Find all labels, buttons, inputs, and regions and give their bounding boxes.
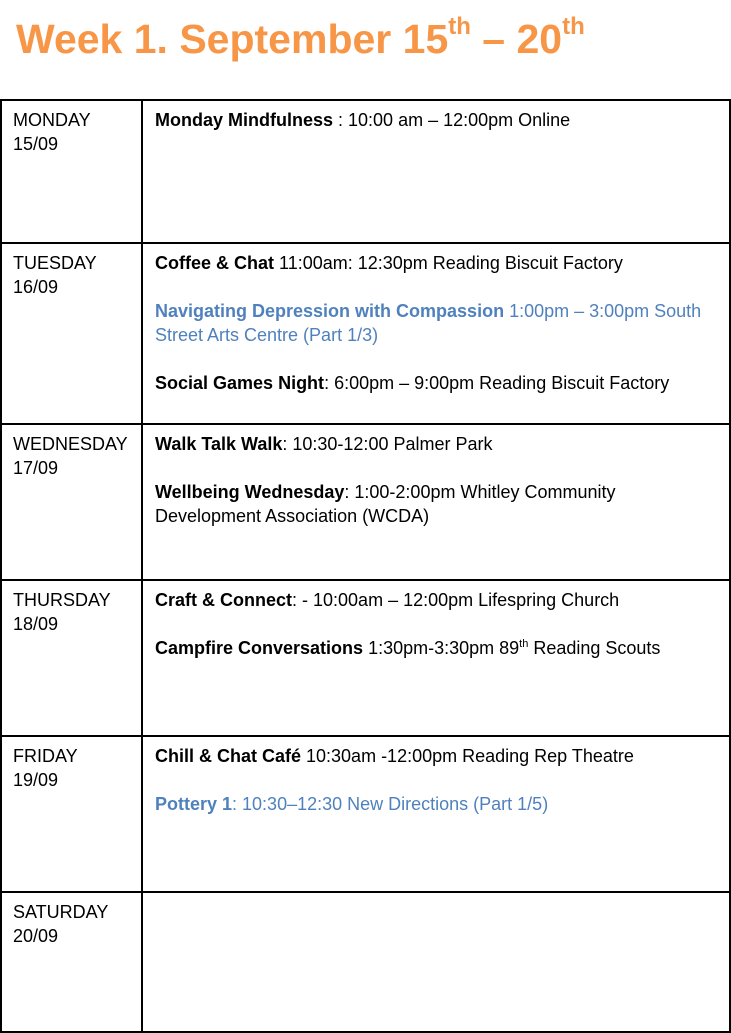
title-range-end: – 20 xyxy=(470,16,563,62)
event-name: Coffee & Chat xyxy=(155,253,275,273)
day-name: TUESDAY xyxy=(13,253,97,273)
day-row-thursday xyxy=(1,580,730,736)
event-name: Craft & Connect xyxy=(155,590,293,610)
day-date: 20/09 xyxy=(13,926,59,946)
day-date: 17/09 xyxy=(13,458,59,478)
events-cell xyxy=(142,100,730,243)
event-item xyxy=(155,792,717,816)
day-cell xyxy=(1,736,142,892)
event-item xyxy=(155,744,717,768)
event-details: : 6:00pm – 9:00pm Reading Biscuit Factory xyxy=(324,373,670,393)
day-row-friday xyxy=(1,736,730,892)
event-details: 11:00am: 12:30pm Reading Biscuit Factory xyxy=(274,253,623,273)
day-name: FRIDAY xyxy=(13,746,78,766)
events-cell xyxy=(142,892,730,1032)
event-details: : 10:30–12:30 New Directions (Part 1/5) xyxy=(232,794,549,814)
day-row-tuesday xyxy=(1,243,730,424)
event-item xyxy=(155,636,717,660)
day-cell xyxy=(1,424,142,580)
title-ordinal-suffix: th xyxy=(562,13,585,40)
day-name: MONDAY xyxy=(13,110,91,130)
event-item xyxy=(155,588,717,612)
event-item xyxy=(155,371,717,395)
day-cell xyxy=(1,100,142,243)
event-name: Campfire Conversations xyxy=(155,638,364,658)
day-name: SATURDAY xyxy=(13,902,109,922)
day-row-wednesday xyxy=(1,424,730,580)
event-item xyxy=(155,108,717,132)
day-name: WEDNESDAY xyxy=(13,434,128,454)
event-name: Wellbeing Wednesday xyxy=(155,482,345,502)
day-date: 19/09 xyxy=(13,770,59,790)
day-cell xyxy=(1,892,142,1032)
day-row-monday xyxy=(1,100,730,243)
day-date: 16/09 xyxy=(13,277,59,297)
event-item xyxy=(155,251,717,275)
day-date: 18/09 xyxy=(13,614,59,634)
day-name: THURSDAY xyxy=(13,590,111,610)
event-details: : 10:30-12:00 Palmer Park xyxy=(282,434,493,454)
event-details-ordinal: th xyxy=(519,638,529,650)
schedule-table xyxy=(0,99,731,1033)
event-item xyxy=(155,480,717,528)
event-details: 1:30pm-3:30pm 89 xyxy=(363,638,520,658)
event-details: : - 10:00am – 12:00pm Lifespring Church xyxy=(292,590,620,610)
day-date: 15/09 xyxy=(13,134,59,154)
event-name: Pottery 1 xyxy=(155,794,233,814)
event-details-rest: Reading Scouts xyxy=(528,638,661,658)
event-name: Chill & Chat Café xyxy=(155,746,302,766)
event-name: Social Games Night xyxy=(155,373,325,393)
event-name: Walk Talk Walk xyxy=(155,434,283,454)
title-ordinal-suffix: th xyxy=(448,13,471,40)
title-text: Week 1. September 15 xyxy=(16,16,449,62)
event-name: Navigating Depression with Compassion xyxy=(155,301,505,321)
event-details: : 1:00-2:00pm Whitley Community Development Association (WCDA) xyxy=(155,482,616,526)
event-details: : 10:00 am – 12:00pm Online xyxy=(333,110,571,130)
events-cell xyxy=(142,580,730,736)
page-title xyxy=(16,10,585,68)
event-name: Monday Mindfulness xyxy=(155,110,334,130)
day-cell xyxy=(1,580,142,736)
day-row-saturday xyxy=(1,892,730,1032)
events-cell xyxy=(142,243,730,424)
event-item xyxy=(155,432,717,456)
events-cell xyxy=(142,424,730,580)
event-details: 1:00pm – 3:00pm South Street Arts Centre (Part 1/3) xyxy=(155,301,702,345)
day-cell xyxy=(1,243,142,424)
events-cell xyxy=(142,736,730,892)
event-details: 10:30am -12:00pm Reading Rep Theatre xyxy=(301,746,634,766)
event-item xyxy=(155,299,717,347)
